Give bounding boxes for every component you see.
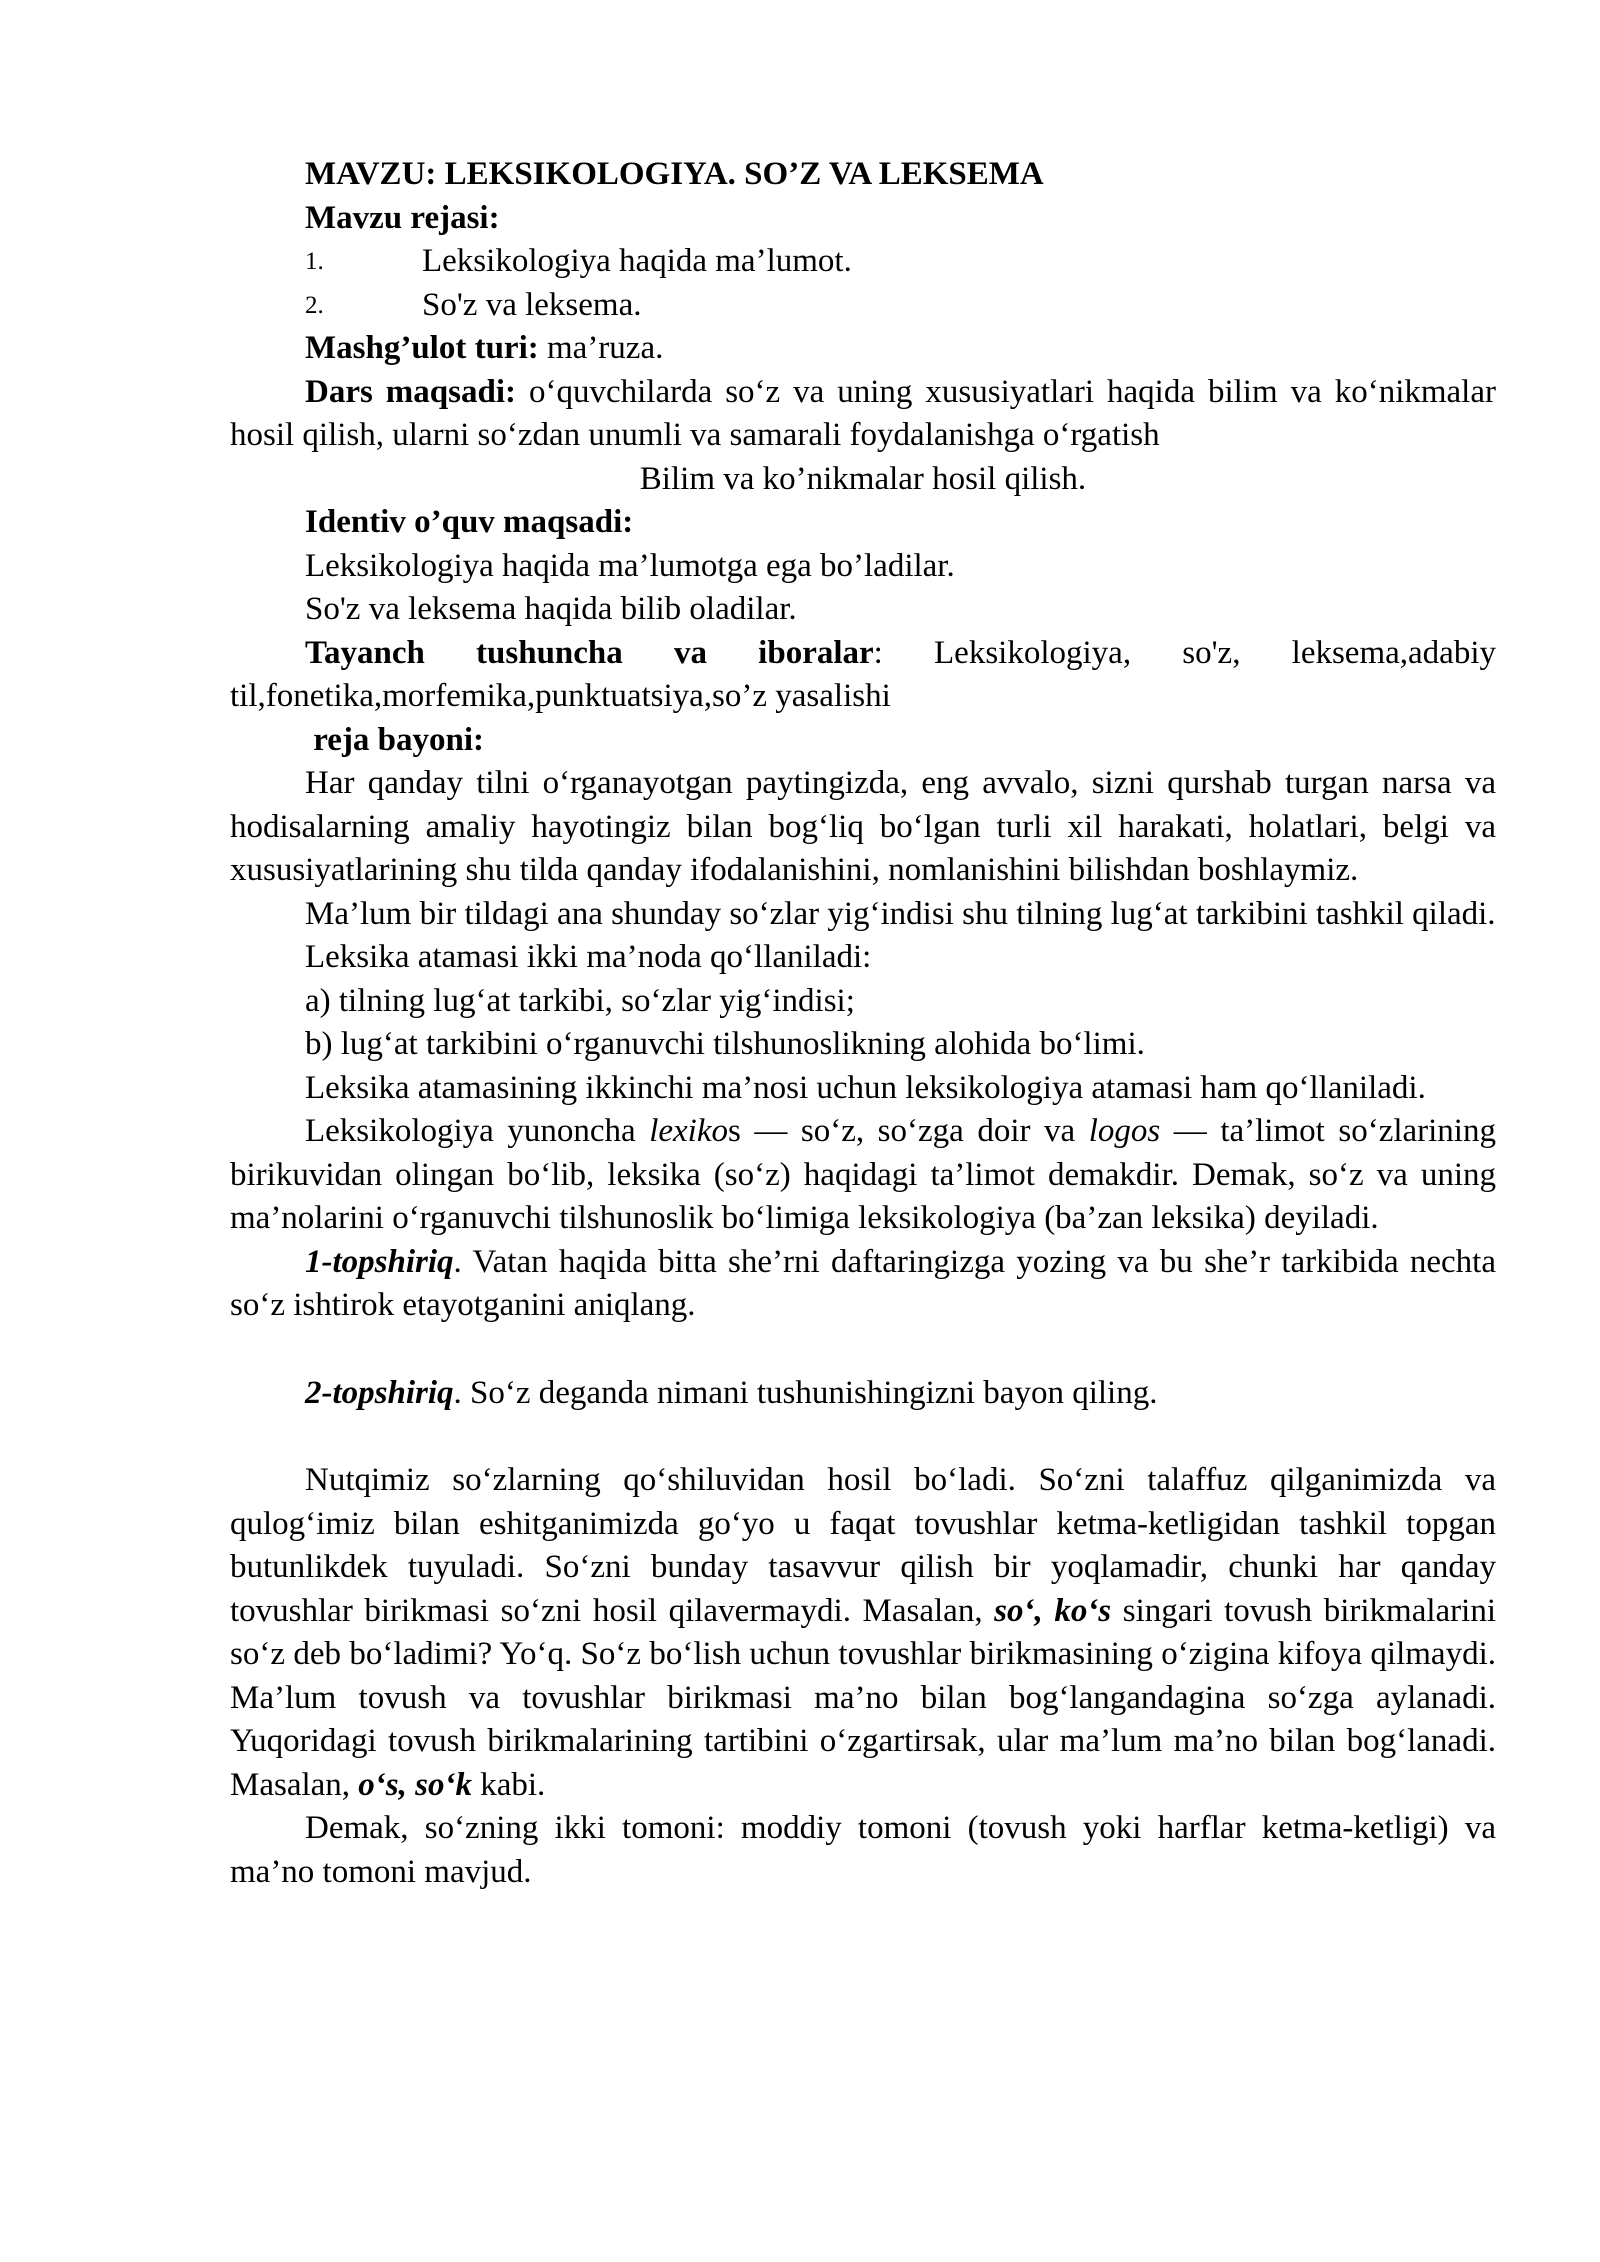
ident-goal-heading: Identiv o’quv maqsadi: (305, 504, 634, 540)
lesson-type-label: Mashg’ulot turi: (305, 330, 539, 366)
term-logos: logos (1088, 1113, 1161, 1149)
paragraph: Leksika atamasi ikki ma’noda qo‘llaniladi: (305, 939, 872, 975)
task-2-label: 2-topshiriq (305, 1374, 454, 1411)
paragraph: a) tilning lug‘at tarkibi, so‘zlar yig‘indisi; (305, 982, 855, 1019)
lesson-type (230, 327, 1496, 371)
plan-heading: Mavzu rejasi: (305, 199, 500, 236)
paragraph-text: — ta’limot so‘zlarining birikuvidan olingan bo‘lib, leksika (so‘z) haqidagi ta’limot demakdir. Demak, so‘z va uning ma’nolarini o‘rganuvchi tilshunoslik bo‘limiga leksikologiya (ba’zan leksika) deyiladi. (230, 1113, 1496, 1236)
ident-goal-line: So'z va leksema haqida bilib oladilar. (305, 591, 797, 627)
lesson-type-value: ma’ruza. (538, 330, 664, 366)
spacer (230, 1328, 1496, 1372)
key-terms-label: Tayanch tushuncha va iboralar (305, 634, 874, 671)
document-body (230, 153, 1496, 1894)
plan-item-text: Leksikologiya haqida ma’lumot. (422, 243, 852, 279)
lesson-goal-text: o‘quvchilarda so‘z va uning xususiyatlari haqida bilim va ko‘nikmalar hosil qilish, ularni so‘zdan unumli va samarali foydalanishga o‘rgatish (230, 373, 1496, 453)
plan-item-1 (230, 240, 1496, 284)
plan-item-text: So'z va leksema. (422, 286, 642, 323)
paragraph-speech (230, 1459, 1496, 1807)
plan-item-number: 1. (305, 248, 324, 275)
task-1 (230, 1241, 1496, 1328)
paragraph: b) lug‘at tarkibini o‘rganuvchi tilshunoslikning alohida bo‘limi. (305, 1026, 1145, 1062)
paragraph: Leksika atamasining ikkinchi ma’nosi uchun leksikologiya atamasi ham qo‘llaniladi. (305, 1069, 1426, 1106)
lesson-goal-label: Dars maqsadi: (305, 373, 516, 410)
example-words: so‘, ko‘s (994, 1592, 1112, 1629)
task-2-text: . So‘z deganda nimani tushunishingizni bayon qiling. (453, 1374, 1158, 1411)
goal-center-line: Bilim va ko’nikmalar hosil qilish. (639, 460, 1087, 497)
term-lexikos: lexiko (649, 1113, 728, 1149)
key-terms-text: : Leksikologiya, so'z, leksema,adabiy til,fonetika,morfemika,punktuatsiya,so’z yasalishi (230, 634, 1496, 714)
paragraph: Demak, so‘zning ikki tomoni: moddiy tomoni (tovush yoki harflar ketma-ketligi) va ma’no tomoni mavjud. (230, 1810, 1496, 1890)
plan-item-number: 2. (305, 291, 324, 319)
example-words: o‘s, so‘k (358, 1766, 472, 1803)
paragraph: Har qanday tilni o‘rganayotgan paytingizda, eng avvalo, sizni qurshab turgan narsa va hodisalarning amaliy hayotingiz bilan bog‘liq bo‘lgan turli xil harakati, holatlari, belgi va xususiyatlarining shu tilda qanday ifodalanishini, nomlanishini bilishdan boshlaymiz. (230, 765, 1496, 888)
spacer (230, 1415, 1496, 1459)
task-2 (230, 1372, 1496, 1416)
paragraph-text: singari tovush birikmalarini so‘z deb bo‘ladimi? Yo‘q. So‘z bo‘lish uchun tovushlar birikmasining o‘zigina kifoya qilmaydi. Ma’lum tovush va tovushlar birikmasi ma’no bilan bog‘langandagina so‘zga aylanadi. Yuqoridagi tovush birikmalarining tartibini o‘zgartirsak, ular ma’lum ma’no bilan bog‘lanadi. Masalan, (230, 1592, 1496, 1803)
ident-goal-line: Leksikologiya haqida ma’lumotga ega bo’ladilar. (305, 547, 955, 584)
page-title: MAVZU: LEKSIKOLOGIYA. SO’Z VA LEKSEMA (305, 156, 1044, 192)
task-1-text: . Vatan haqida bitta she’rni daftaringizga yozing va bu she’r tarkibida nechta so‘z ishtirok etayotganini aniqlang. (230, 1243, 1496, 1323)
paragraph-text: s — so‘z, so‘zga doir va (727, 1113, 1089, 1149)
paragraph-text: Nutqimiz so‘zlarning qo‘shiluvidan hosil bo‘ladi. So‘zni talaffuz qilganimizda va qulog‘imiz bilan eshitganimizda go‘yo u faqat tovushlar ketma-ketligidan tashkil topgan butunlikdek tuyuladi. So‘zni bunday tasavvur qilish bir yoqlamadir, chunki har qanday tovushlar birikmasi so‘zni hosil qilavermaydi. Masalan, (230, 1462, 1496, 1629)
paragraph: Ma’lum bir tildagi ana shunday so‘zlar yig‘indisi shu tilning lug‘at tarkibini tashkil qiladi. (305, 895, 1496, 932)
plan-statement-heading: reja bayoni: (305, 721, 485, 758)
paragraph-text: Leksikologiya yunoncha (305, 1113, 650, 1149)
key-terms (230, 632, 1496, 719)
plan-item-2 (230, 284, 1496, 328)
task-1-label: 1-topshiriq (305, 1243, 454, 1280)
lesson-goal (230, 371, 1496, 458)
paragraph-text: kabi. (471, 1766, 546, 1803)
paragraph-etymology (230, 1110, 1496, 1241)
